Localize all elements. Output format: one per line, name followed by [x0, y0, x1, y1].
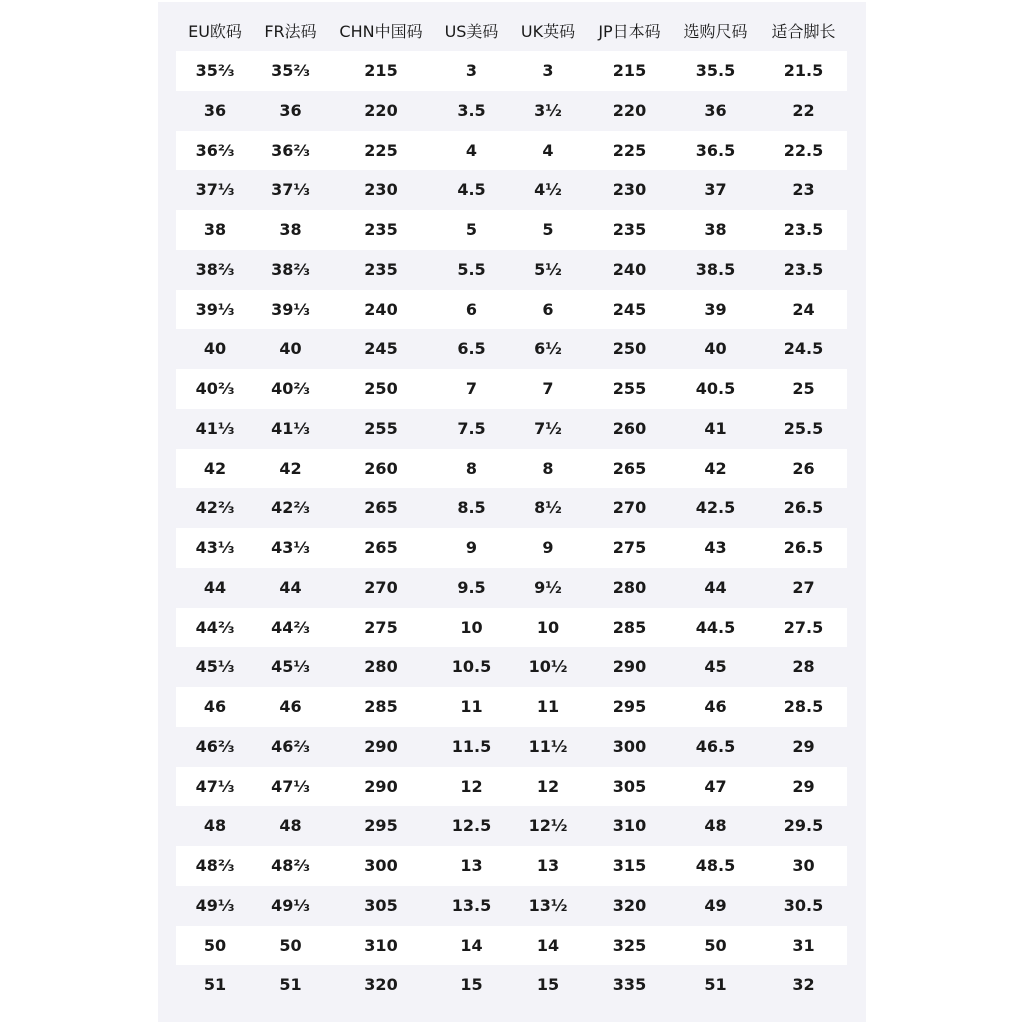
cell-chn: 220 — [364, 100, 398, 120]
cell-foot-length: 30 — [792, 856, 815, 875]
cell-chn: 235 — [364, 220, 398, 239]
cell-selected-size: 43 — [704, 538, 727, 557]
cell-foot-length: 30.5 — [783, 895, 824, 915]
header-foot-length: 适合脚长 — [771, 22, 836, 41]
cell-fr: 36 — [279, 100, 302, 120]
cell-uk: 13 — [536, 856, 560, 875]
cell-chn: 295 — [364, 816, 398, 836]
table-row — [176, 806, 847, 846]
cell-foot-length: 24 — [792, 299, 815, 319]
header-us: US美码 — [444, 22, 499, 41]
cell-jp: 295 — [612, 697, 647, 716]
cell-eu: 48⅔ — [195, 856, 235, 875]
cell-us: 4 — [465, 140, 478, 160]
cell-eu: 45⅓ — [195, 657, 235, 677]
cell-chn: 265 — [364, 498, 398, 518]
cell-chn: 305 — [364, 895, 398, 915]
cell-chn: 265 — [364, 538, 398, 557]
cell-uk: 12½ — [528, 816, 568, 836]
table-row — [176, 250, 847, 290]
cell-jp: 275 — [612, 538, 647, 557]
cell-uk: 4 — [542, 140, 554, 160]
cell-chn: 260 — [364, 458, 398, 478]
cell-selected-size: 40.5 — [695, 379, 736, 398]
cell-us: 10 — [460, 617, 483, 637]
cell-selected-size: 41 — [704, 418, 727, 438]
cell-fr: 37⅓ — [271, 180, 310, 200]
table-row — [176, 608, 847, 648]
cell-jp: 285 — [612, 617, 647, 637]
cell-us: 7 — [465, 379, 478, 398]
cell-eu: 48 — [203, 816, 227, 836]
cell-us: 5 — [465, 220, 478, 239]
cell-us: 6 — [465, 299, 478, 319]
cell-jp: 255 — [612, 379, 647, 398]
cell-eu: 43⅓ — [195, 538, 235, 557]
cell-jp: 250 — [612, 339, 647, 359]
cell-fr: 51 — [279, 975, 302, 995]
cell-jp: 245 — [612, 299, 647, 319]
cell-eu: 41⅓ — [195, 418, 235, 438]
cell-selected-size: 44 — [704, 577, 727, 597]
cell-chn: 230 — [364, 180, 398, 200]
cell-jp: 235 — [612, 220, 647, 239]
header-selected-size: 选购尺码 — [683, 22, 748, 41]
cell-uk: 10 — [536, 617, 560, 637]
cell-foot-length: 28.5 — [783, 697, 824, 716]
cell-chn: 300 — [364, 856, 398, 875]
cell-jp: 230 — [612, 180, 647, 200]
cell-selected-size: 36.5 — [695, 140, 736, 160]
cell-uk: 9½ — [534, 577, 562, 597]
cell-eu: 49⅓ — [195, 895, 235, 915]
cell-fr: 40⅔ — [271, 379, 310, 398]
cell-uk: 7 — [542, 379, 554, 398]
cell-jp: 240 — [612, 259, 647, 279]
cell-selected-size: 39 — [704, 299, 727, 319]
cell-chn: 245 — [364, 339, 398, 359]
cell-fr: 40 — [279, 339, 302, 359]
cell-uk: 3 — [542, 61, 554, 80]
cell-jp: 290 — [612, 657, 647, 677]
cell-selected-size: 42 — [704, 458, 727, 478]
cell-chn: 215 — [364, 61, 398, 80]
cell-foot-length: 21.5 — [783, 61, 824, 80]
cell-fr: 36⅔ — [271, 140, 310, 160]
header-eu: EU欧码 — [188, 22, 242, 41]
cell-us: 13.5 — [451, 895, 492, 915]
table-row — [176, 51, 847, 91]
header-uk: UK英码 — [520, 22, 576, 41]
cell-foot-length: 31 — [792, 935, 815, 955]
cell-uk: 8½ — [534, 498, 562, 518]
cell-selected-size: 46.5 — [695, 736, 736, 756]
cell-fr: 38 — [279, 220, 302, 239]
size-chart-header — [176, 13, 847, 51]
cell-fr: 44 — [279, 577, 302, 597]
cell-jp: 305 — [612, 776, 647, 796]
cell-chn: 255 — [364, 418, 398, 438]
cell-chn: 270 — [364, 577, 398, 597]
cell-selected-size: 49 — [704, 895, 727, 915]
cell-selected-size: 51 — [704, 975, 727, 995]
cell-eu: 44 — [203, 577, 227, 597]
table-row — [176, 91, 847, 131]
cell-jp: 300 — [612, 736, 647, 756]
table-row — [176, 528, 847, 568]
cell-jp: 320 — [612, 895, 647, 915]
table-row — [176, 965, 847, 1005]
header-fr: FR法码 — [264, 22, 317, 41]
cell-fr: 42⅔ — [271, 498, 310, 518]
cell-eu: 36⅔ — [195, 140, 235, 160]
cell-jp: 310 — [612, 816, 647, 836]
cell-us: 15 — [460, 975, 483, 995]
cell-foot-length: 22.5 — [783, 140, 824, 160]
cell-eu: 38 — [203, 220, 227, 239]
cell-selected-size: 36 — [704, 100, 727, 120]
cell-eu: 35⅔ — [195, 61, 235, 80]
cell-selected-size: 44.5 — [695, 617, 736, 637]
cell-uk: 5 — [542, 220, 554, 239]
cell-us: 14 — [460, 935, 483, 955]
cell-us: 6.5 — [457, 339, 486, 359]
cell-selected-size: 46 — [704, 697, 727, 716]
cell-us: 3.5 — [457, 100, 486, 120]
table-row — [176, 886, 847, 926]
cell-fr: 45⅓ — [271, 657, 310, 677]
cell-selected-size: 37 — [704, 180, 727, 200]
table-row — [176, 647, 847, 687]
table-row — [176, 727, 847, 767]
cell-foot-length: 26.5 — [783, 538, 824, 557]
cell-uk: 11 — [536, 697, 560, 716]
cell-chn: 250 — [364, 379, 398, 398]
cell-us: 4.5 — [457, 180, 486, 200]
cell-us: 13 — [460, 856, 483, 875]
table-row — [176, 290, 847, 330]
cell-us: 3 — [465, 61, 478, 80]
cell-eu: 47⅓ — [195, 776, 235, 796]
table-row — [176, 846, 847, 886]
cell-uk: 6½ — [534, 339, 562, 359]
cell-us: 12.5 — [451, 816, 492, 836]
size-chart-body — [176, 51, 847, 1005]
table-row — [176, 568, 847, 608]
cell-foot-length: 26 — [792, 458, 815, 478]
cell-foot-length: 29 — [792, 776, 815, 796]
cell-eu: 44⅔ — [195, 617, 235, 637]
cell-foot-length: 23.5 — [783, 220, 824, 239]
cell-us: 5.5 — [457, 259, 486, 279]
cell-eu: 38⅔ — [195, 259, 235, 279]
table-row — [176, 170, 847, 210]
cell-eu: 39⅓ — [195, 299, 235, 319]
table-row — [176, 131, 847, 171]
cell-selected-size: 47 — [704, 776, 727, 796]
cell-jp: 325 — [612, 935, 647, 955]
cell-jp: 225 — [612, 140, 647, 160]
table-row — [176, 329, 847, 369]
cell-eu: 51 — [203, 975, 227, 995]
cell-foot-length: 27 — [792, 577, 815, 597]
cell-uk: 14 — [536, 935, 560, 955]
cell-us: 8.5 — [457, 498, 486, 518]
cell-fr: 49⅓ — [271, 895, 310, 915]
cell-foot-length: 29.5 — [783, 816, 824, 836]
cell-uk: 11½ — [528, 736, 568, 756]
cell-fr: 46⅔ — [271, 736, 310, 756]
table-row — [176, 767, 847, 807]
cell-eu: 50 — [203, 935, 227, 955]
cell-selected-size: 50 — [704, 935, 727, 955]
table-row — [176, 687, 847, 727]
cell-selected-size: 38 — [704, 220, 727, 239]
cell-selected-size: 48 — [704, 816, 727, 836]
cell-jp: 270 — [612, 498, 647, 518]
cell-fr: 47⅓ — [271, 776, 310, 796]
cell-fr: 44⅔ — [271, 617, 310, 637]
cell-fr: 46 — [279, 697, 302, 716]
cell-fr: 48 — [279, 816, 302, 836]
cell-jp: 280 — [612, 577, 647, 597]
cell-foot-length: 25.5 — [783, 418, 824, 438]
table-row — [176, 369, 847, 409]
header-jp: JP日本码 — [598, 22, 661, 41]
cell-chn: 275 — [364, 617, 398, 637]
cell-selected-size: 35.5 — [695, 61, 736, 80]
cell-selected-size: 45 — [704, 657, 727, 677]
cell-fr: 38⅔ — [271, 259, 310, 279]
header-chn: CHN中国码 — [339, 22, 423, 41]
cell-fr: 48⅔ — [271, 856, 310, 875]
cell-jp: 220 — [612, 100, 647, 120]
cell-us: 9 — [465, 538, 478, 557]
cell-fr: 35⅔ — [271, 61, 310, 80]
cell-eu: 42⅔ — [195, 498, 235, 518]
cell-chn: 320 — [364, 975, 398, 995]
cell-eu: 37⅓ — [195, 180, 235, 200]
cell-chn: 225 — [364, 140, 398, 160]
cell-foot-length: 32 — [792, 975, 815, 995]
cell-eu: 40 — [203, 339, 227, 359]
cell-us: 8 — [465, 458, 478, 478]
cell-eu: 46 — [203, 697, 227, 716]
cell-foot-length: 23.5 — [783, 259, 824, 279]
cell-foot-length: 25 — [792, 379, 815, 398]
cell-chn: 290 — [364, 736, 398, 756]
cell-us: 11.5 — [451, 736, 492, 756]
cell-uk: 4½ — [534, 180, 562, 200]
cell-us: 12 — [460, 776, 483, 796]
cell-jp: 265 — [612, 458, 647, 478]
cell-foot-length: 27.5 — [783, 617, 824, 637]
table-row — [176, 409, 847, 449]
table-row — [176, 926, 847, 966]
cell-chn: 240 — [364, 299, 398, 319]
cell-eu: 36 — [203, 100, 227, 120]
cell-uk: 5½ — [534, 259, 562, 279]
cell-uk: 7½ — [534, 418, 562, 438]
cell-foot-length: 24.5 — [783, 339, 824, 359]
cell-us: 10.5 — [451, 657, 492, 677]
cell-uk: 6 — [542, 299, 554, 319]
cell-jp: 260 — [612, 418, 647, 438]
cell-eu: 42 — [203, 458, 227, 478]
cell-foot-length: 28 — [792, 657, 815, 677]
cell-fr: 50 — [279, 935, 302, 955]
cell-us: 7.5 — [457, 418, 486, 438]
cell-jp: 315 — [612, 856, 647, 875]
cell-uk: 10½ — [528, 657, 568, 677]
cell-uk: 15 — [536, 975, 560, 995]
cell-foot-length: 22 — [792, 100, 815, 120]
cell-chn: 235 — [364, 259, 398, 279]
table-row — [176, 488, 847, 528]
cell-jp: 335 — [612, 975, 647, 995]
cell-fr: 42 — [279, 458, 302, 478]
cell-selected-size: 48.5 — [695, 856, 736, 875]
cell-fr: 43⅓ — [271, 538, 310, 557]
cell-chn: 310 — [364, 935, 398, 955]
cell-foot-length: 29 — [792, 736, 815, 756]
cell-chn: 280 — [364, 657, 398, 677]
cell-selected-size: 40 — [704, 339, 727, 359]
cell-eu: 46⅔ — [195, 736, 235, 756]
cell-fr: 39⅓ — [271, 299, 310, 319]
table-row — [176, 210, 847, 250]
cell-uk: 8 — [542, 458, 554, 478]
cell-eu: 40⅔ — [195, 379, 235, 398]
table-row — [176, 449, 847, 489]
cell-chn: 285 — [364, 697, 398, 716]
cell-uk: 13½ — [528, 895, 568, 915]
cell-uk: 9 — [542, 538, 554, 557]
cell-foot-length: 26.5 — [783, 498, 824, 518]
cell-selected-size: 38.5 — [695, 259, 736, 279]
cell-us: 9.5 — [457, 577, 486, 597]
cell-selected-size: 42.5 — [695, 498, 736, 518]
cell-fr: 41⅓ — [271, 418, 310, 438]
cell-foot-length: 23 — [792, 180, 815, 200]
cell-jp: 215 — [612, 61, 647, 80]
cell-us: 11 — [460, 697, 483, 716]
cell-uk: 3½ — [534, 100, 562, 120]
cell-chn: 290 — [364, 776, 398, 796]
cell-uk: 12 — [536, 776, 560, 796]
